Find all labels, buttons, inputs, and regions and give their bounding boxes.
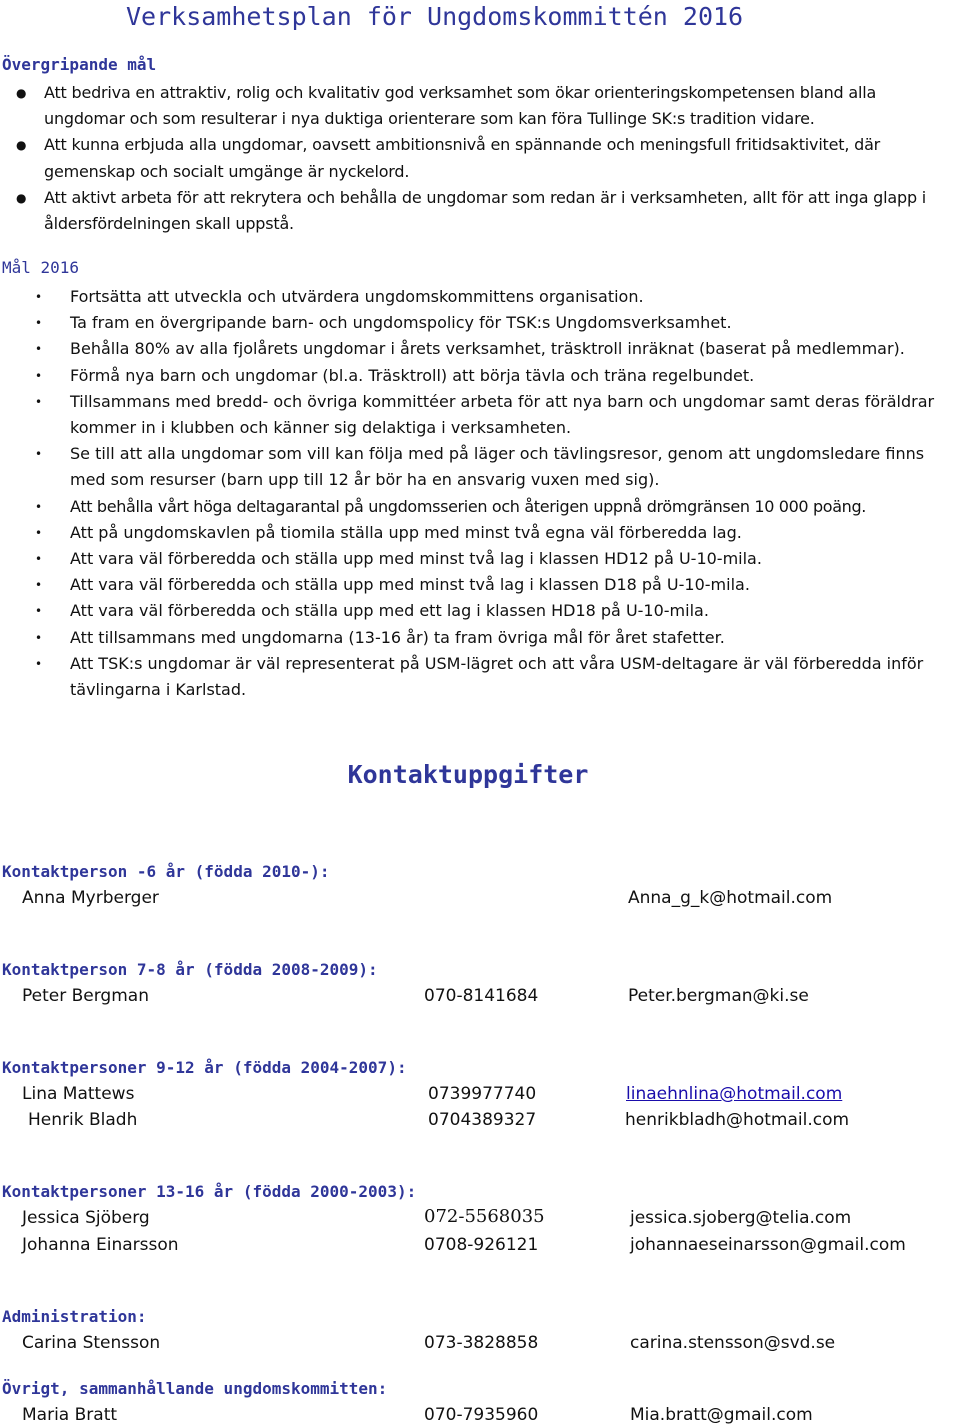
goals-2016-heading: Mål 2016 <box>2 258 80 277</box>
list-item: • Att vara väl förberedda och ställa upp med ett lag i klassen HD18 på U-10-mila. <box>70 598 960 624</box>
contact-name: Carina Stensson <box>22 1333 161 1353</box>
list-item: ● Att bedriva en attraktiv, rolig och kvalitativ god verksamhet som ökar orienteringskompetensen bland alla ungdomar och som resulterar i nya duktiga orienterare som kan föra Tullinge SK:s tradition vidare. <box>44 80 954 132</box>
bullet-icon: • <box>35 342 43 357</box>
page-title: Verksamhetsplan för Ungdomskommittén 2016 <box>126 2 744 31</box>
bullet-icon: • <box>35 290 43 304</box>
bullet-icon: • <box>35 447 43 462</box>
list-item: • Tillsammans med bredd- och övriga kommittéer arbeta för att nya barn och ungdomar samt deras föräldrar kommer in i klubben och känner sig delaktiga i verksamheten. <box>70 389 960 441</box>
contact-phone: 072-5568035 <box>424 1206 545 1227</box>
contact-name: Lina Mattews <box>22 1084 135 1104</box>
contact-name: Maria Bratt <box>22 1405 118 1425</box>
list-item: • Behålla 80% av alla fjolårets ungdomar i årets verksamhet, träsktroll inräknat (baserat på medlemmar). <box>70 336 960 362</box>
list-item: • Att vara väl förberedda och ställa upp med minst två lag i klassen HD12 på U-10-mila. <box>70 546 960 572</box>
list-item: • Att behålla vårt höga deltagarantal på ungdomsserien och återigen uppnå drömgränsen 10 000 poäng. <box>70 494 960 520</box>
bullet-icon: • <box>35 499 43 514</box>
contact-email[interactable]: jessica.sjoberg@telia.com <box>630 1208 852 1228</box>
contact-phone: 070-8141684 <box>424 986 539 1006</box>
list-item: • Se till att alla ungdomar som vill kan följa med på läger och tävlingsresor, genom att ungdomsledare finns med som resurser (barn upp till 12 år bör ha en ansvarig vuxen med sig). <box>70 441 960 493</box>
contact-group-heading: Kontaktperson -6 år (födda 2010-): <box>2 862 330 881</box>
contact-group-heading: Administration: <box>2 1307 147 1326</box>
contact-phone: 073-3828858 <box>424 1333 539 1353</box>
contact-name: Peter Bergman <box>22 986 149 1006</box>
bullet-icon: • <box>35 656 43 671</box>
contact-phone: 0708-926121 <box>424 1235 539 1255</box>
contact-email[interactable]: carina.stensson@svd.se <box>630 1333 836 1353</box>
contact-name: Johanna Einarsson <box>22 1235 179 1255</box>
contact-phone: 070-7935960 <box>424 1405 539 1425</box>
bullet-icon: ● <box>16 190 27 205</box>
contact-name: Henrik Bladh <box>28 1110 138 1130</box>
contact-email-link[interactable]: linaehnlina@hotmail.com <box>626 1084 843 1104</box>
contacts-title: Kontaktuppgifter <box>347 760 589 789</box>
bullet-icon: • <box>35 578 43 593</box>
list-item: • Att på ungdomskavlen på tiomila ställa upp med minst två egna väl förberedda lag. <box>70 520 960 546</box>
list-item: • Att vara väl förberedda och ställa upp med minst två lag i klassen D18 på U-10-mila. <box>70 572 960 598</box>
contact-name: Anna Myrberger <box>22 888 159 908</box>
bullet-icon: • <box>35 630 43 645</box>
contact-group-heading: Kontaktperson 7-8 år (födda 2008-2009): <box>2 960 378 979</box>
contact-email[interactable]: Mia.bratt@gmail.com <box>630 1405 813 1425</box>
overall-goals-list <box>16 80 954 237</box>
list-item: • Att TSK:s ungdomar är väl representerat på USM-lägret och att våra USM-deltagare är väl förberedda inför tävlingarna i Karlstad. <box>70 651 960 703</box>
bullet-icon: • <box>35 552 43 567</box>
list-item: • Ta fram en övergripande barn- och ungdomspolicy för TSK:s Ungdomsverksamhet. <box>70 310 960 336</box>
bullet-icon: • <box>35 394 43 409</box>
bullet-icon: ● <box>16 138 27 153</box>
contact-group-heading: Övrigt, sammanhållande ungdomskommitten: <box>2 1379 388 1398</box>
contact-phone: 0739977740 <box>428 1084 537 1104</box>
contact-email[interactable]: Peter.bergman@ki.se <box>628 986 809 1006</box>
list-item: ● Att kunna erbjuda alla ungdomar, oavsett ambitionsnivå en spännande och meningsfull fritidsaktivitet, där gemenskap och socialt umgänge är nyckelord. <box>44 132 954 184</box>
bullet-icon: • <box>35 604 43 619</box>
contact-name: Jessica Sjöberg <box>22 1208 150 1228</box>
list-item: • Fortsätta att utveckla och utvärdera ungdomskommittens organisation. <box>70 284 960 310</box>
bullet-icon: ● <box>16 86 27 100</box>
contact-email[interactable]: Anna_g_k@hotmail.com <box>628 888 833 908</box>
goals-2016-list <box>35 284 960 703</box>
contact-group-heading: Kontaktpersoner 13-16 år (födda 2000-2003): <box>2 1182 417 1201</box>
list-item: • Förmå nya barn och ungdomar (bl.a. Träsktroll) att börja tävla och träna regelbundet. <box>70 363 960 389</box>
list-item: • Att tillsammans med ungdomarna (13-16 år) ta fram övriga mål för året stafetter. <box>70 625 960 651</box>
contact-group-heading: Kontaktpersoner 9-12 år (födda 2004-2007): <box>2 1058 407 1077</box>
bullet-icon: • <box>35 525 43 540</box>
overall-goals-heading: Övergripande mål <box>2 55 157 74</box>
list-item: ● Att aktivt arbeta för att rekrytera och behålla de ungdomar som redan är i verksamheten, allt för att inga glapp i åldersfördelningen skall uppstå. <box>44 185 954 237</box>
contact-email[interactable]: johannaeseinarsson@gmail.com <box>630 1235 906 1255</box>
contact-phone: 0704389327 <box>428 1110 537 1130</box>
contact-email[interactable]: henrikbladh@hotmail.com <box>625 1110 850 1130</box>
bullet-icon: • <box>35 368 43 383</box>
bullet-icon: • <box>35 316 43 331</box>
